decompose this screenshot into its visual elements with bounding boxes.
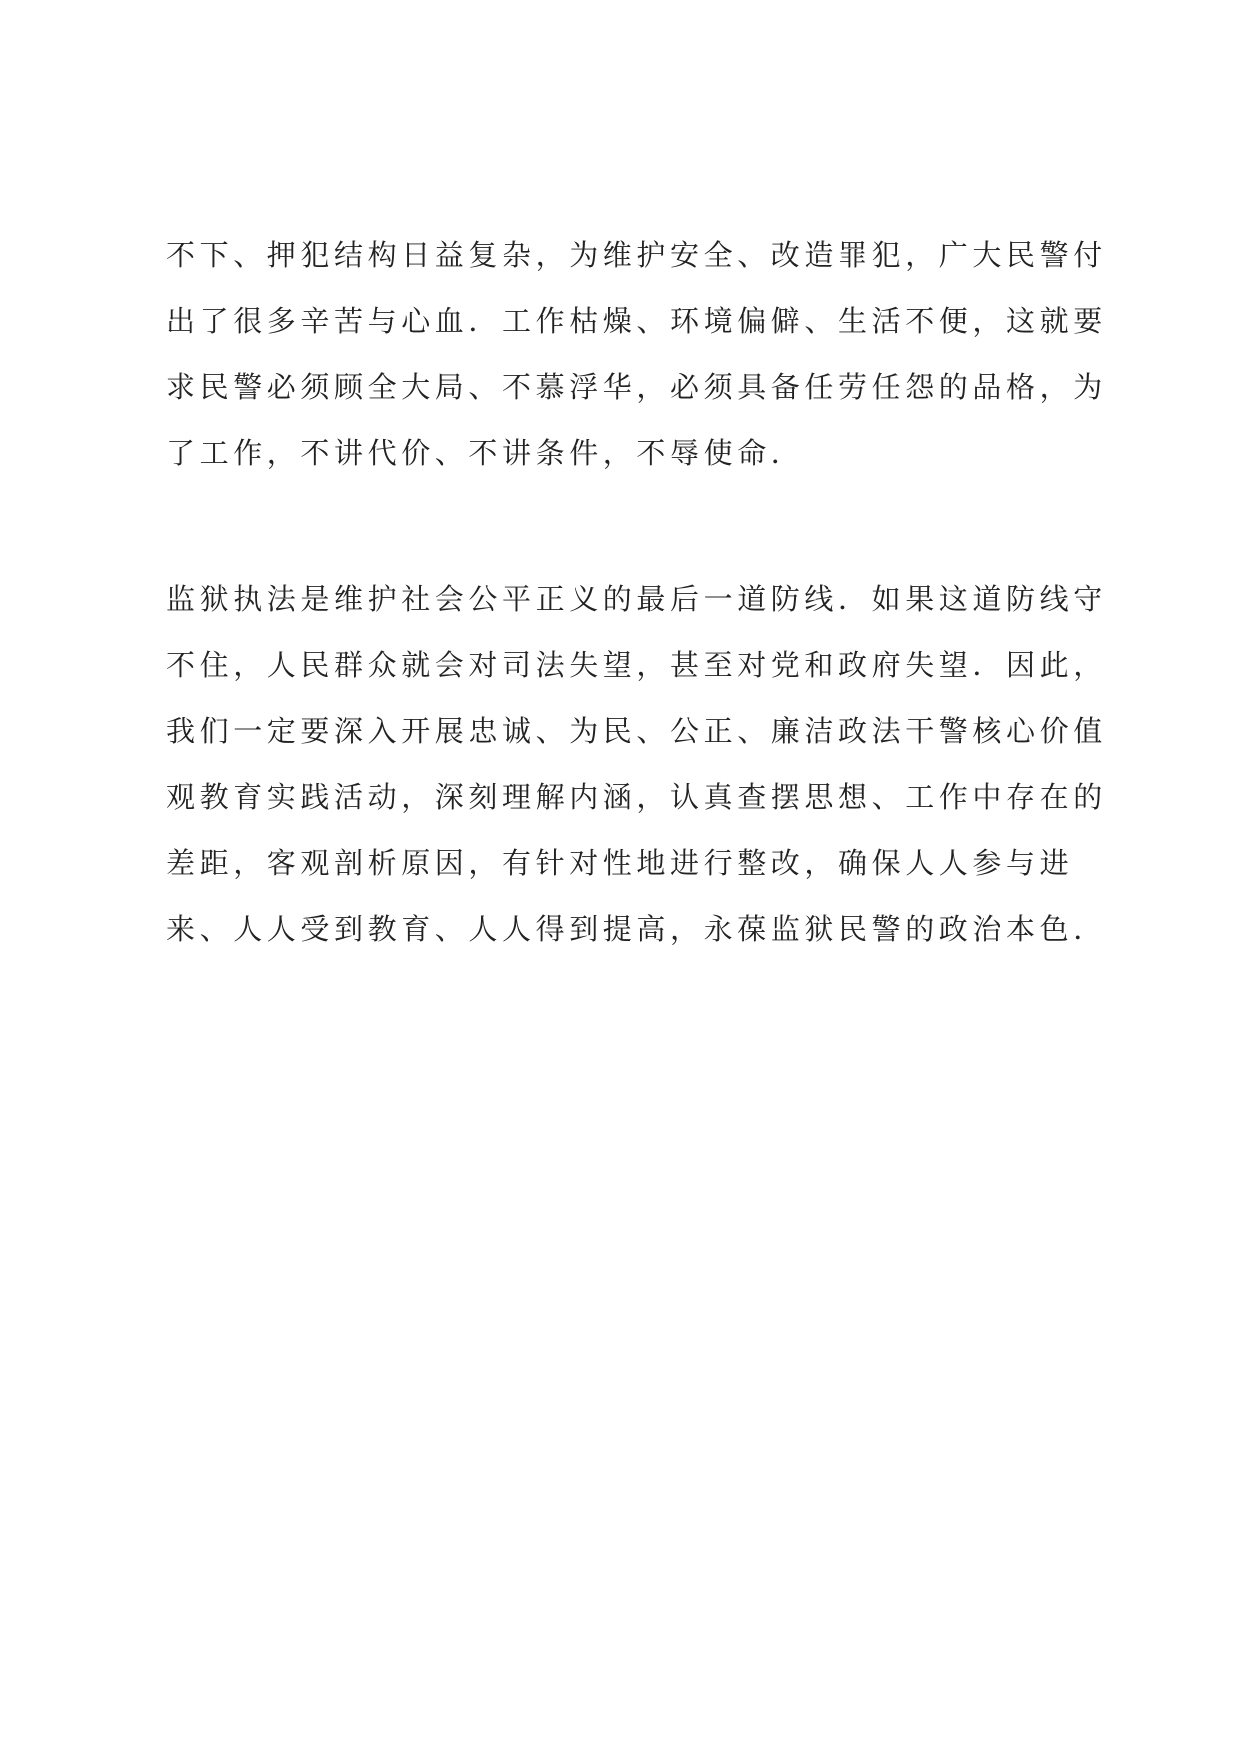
text-line: 出了很多辛苦与心血．工作枯燥、环境偏僻、生活不便，这就要 [166, 304, 1107, 338]
text-line: 差距，客观剖析原因，有针对性地进行整改，确保人人参与进 [166, 846, 1074, 880]
text-line: 观教育实践活动，深刻理解内涵，认真查摆思想、工作中存在的 [166, 780, 1107, 814]
text-line: 我们一定要深入开展忠诚、为民、公正、廉洁政法干警核心价值 [166, 714, 1107, 748]
text-line: 来、人人受到教育、人人得到提高，永葆监狱民警的政治本色． [166, 912, 1107, 946]
text-line: 不住，人民群众就会对司法失望，甚至对党和政府失望．因此， [166, 648, 1107, 682]
paragraph-spacing [166, 486, 1106, 566]
paragraph-1 [166, 222, 1106, 486]
document-body [166, 222, 1106, 962]
text-line: 了工作，不讲代价、不讲条件，不辱使命． [166, 436, 805, 470]
text-line: 不下、押犯结构日益复杂，为维护安全、改造罪犯，广大民警付 [166, 238, 1107, 272]
text-line: 监狱执法是维护社会公平正义的最后一道防线．如果这道防线守 [166, 582, 1107, 616]
text-line: 求民警必须顾全大局、不慕浮华，必须具备任劳任怨的品格，为 [166, 370, 1107, 404]
paragraph-2 [166, 566, 1106, 962]
